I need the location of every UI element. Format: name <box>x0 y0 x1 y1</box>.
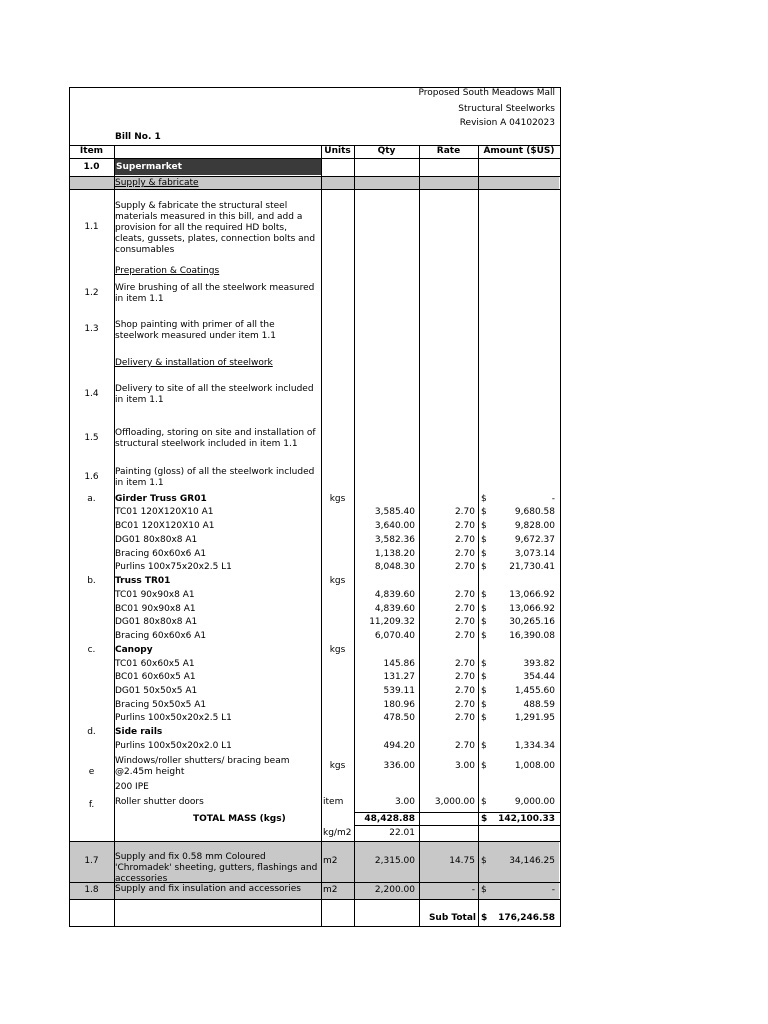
row-description: DG01 80x80x8 A1 <box>115 535 198 545</box>
qty-cell: 539.11 <box>383 686 415 696</box>
row-units: item <box>323 797 344 807</box>
rate-cell: 2.70 <box>454 521 475 531</box>
dollar-sign: $ <box>481 797 487 807</box>
group-label: c. <box>87 645 96 655</box>
project-subtitle: Structural Steelworks <box>458 104 555 114</box>
item-description: Supply and fix 0.58 mm Coloured 'Chromadek' sheeting, gutters, flashings and accessories <box>115 852 318 884</box>
amount-cell: 13,066.92 <box>509 590 555 600</box>
column-divider <box>478 145 479 927</box>
dollar-sign: $ <box>481 814 488 824</box>
column-header-amount: Amount ($US) <box>483 146 555 156</box>
amount-cell: 9,828.00 <box>514 521 555 531</box>
qty-cell: 8,048.30 <box>374 562 415 572</box>
dollar-sign: $ <box>481 686 487 696</box>
dollar-sign: $ <box>481 535 487 545</box>
dollar-sign: $ <box>481 507 487 517</box>
section-title: Supermarket <box>116 162 182 172</box>
dollar-sign: $ <box>481 856 487 866</box>
dollar-sign: $ <box>481 885 487 895</box>
dollar-sign: $ <box>481 659 487 669</box>
rate-cell: 2.70 <box>454 713 475 723</box>
row-description: Windows/roller shutters/ bracing beam @2.45m height <box>115 756 290 777</box>
item-description: Wire brushing of all the steelwork measured in item 1.1 <box>115 283 315 304</box>
qty-cell: 3,582.36 <box>374 535 415 545</box>
column-divider <box>321 145 322 927</box>
subtotal-amount: 176,246.58 <box>498 913 555 923</box>
total-mass-qty: 48,428.88 <box>364 814 415 824</box>
amount-cell: 1,455.60 <box>514 686 555 696</box>
row-description: 200 IPE <box>115 782 149 792</box>
qty-cell: 3,585.40 <box>374 507 415 517</box>
dollar-sign: $ <box>481 562 487 572</box>
group-label: d. <box>87 727 96 737</box>
rate-cell: 2.70 <box>454 686 475 696</box>
row-description: DG01 50x50x5 A1 <box>115 686 198 696</box>
group-title: Side rails <box>115 727 163 737</box>
qty-cell: 336.00 <box>383 761 415 771</box>
qty-cell: 3,640.00 <box>374 521 415 531</box>
row-divider <box>69 899 561 900</box>
qty-cell: 2,315.00 <box>374 856 415 866</box>
group-label: a. <box>87 494 96 504</box>
column-header-rate: Rate <box>436 146 461 156</box>
item-description: Painting (gloss) of all the steelwork included in item 1.1 <box>115 467 315 488</box>
group-units: kgs <box>329 576 346 586</box>
row-description: Bracing 60x60x6 A1 <box>115 631 207 641</box>
group-units: kgs <box>329 494 346 504</box>
row-units: m2 <box>323 885 338 895</box>
rate-cell: 2.70 <box>454 700 475 710</box>
dollar-sign: $ <box>481 672 487 682</box>
row-description: Roller shutter doors <box>115 797 204 807</box>
qty-cell: 494.20 <box>383 741 415 751</box>
subheading-supply: Supply & fabricate <box>115 178 199 188</box>
total-mass-label: TOTAL MASS (kgs) <box>193 814 286 824</box>
qty-cell: 3.00 <box>394 797 415 807</box>
section-number: 1.0 <box>83 162 100 172</box>
qty-cell: 478.50 <box>383 713 415 723</box>
group-title: Canopy <box>115 645 153 655</box>
qty-cell: 4,839.60 <box>374 604 415 614</box>
dollar-sign: $ <box>481 521 487 531</box>
item-number: 1.2 <box>84 288 99 298</box>
row-divider <box>69 189 561 190</box>
dollar-sign: $ <box>481 549 487 559</box>
dollar-sign: $ <box>481 741 487 751</box>
qty-cell: 6,070.40 <box>374 631 415 641</box>
amount-cell: 1,291.95 <box>514 713 555 723</box>
rate-cell: 2.70 <box>454 535 475 545</box>
total-mass-line <box>354 812 561 813</box>
amount-cell: 488.59 <box>523 700 555 710</box>
item-description: Offloading, storing on site and installation of structural steelwork included in item 1.1 <box>115 428 316 449</box>
total-mass-amount: 142,100.33 <box>498 814 555 824</box>
row-description: DG01 80x80x8 A1 <box>115 617 198 627</box>
amount-cell: 9,000.00 <box>514 797 555 807</box>
amount-cell: 16,390.08 <box>509 631 555 641</box>
bill-number: Bill No. 1 <box>115 132 161 142</box>
qty-cell: 1,138.20 <box>374 549 415 559</box>
row-description: Purlins 100x75x20x2.5 L1 <box>115 562 232 572</box>
amount-cell: 3,073.14 <box>514 549 555 559</box>
group-label: e <box>88 767 95 777</box>
rate-cell: 2.70 <box>454 659 475 669</box>
item-number: 1.6 <box>84 472 99 482</box>
dollar-sign: $ <box>481 700 487 710</box>
item-description: Shop painting with primer of all the steelwork measured under item 1.1 <box>115 320 276 341</box>
item-description: Supply & fabricate the structural steel materials measured in this bill, and add a provision for all the required HD bolts, cleats, gussets, plates, connection bolts and consumables <box>115 201 316 255</box>
row-description: Bracing 60x60x6 A1 <box>115 549 207 559</box>
per-area-units: kg/m2 <box>323 828 352 838</box>
amount-cell: - <box>551 494 555 504</box>
row-description: TC01 60x60x5 A1 <box>115 659 195 669</box>
row-units: m2 <box>323 856 338 866</box>
subtotal-label: Sub Total <box>428 913 476 923</box>
column-header-qty: Qty <box>377 146 396 156</box>
group-title: Truss TR01 <box>115 576 171 586</box>
rate-cell: 2.70 <box>454 631 475 641</box>
rate-cell: 2.70 <box>454 741 475 751</box>
rate-cell: 3.00 <box>454 761 475 771</box>
item-description: Delivery to site of all the steelwork included in item 1.1 <box>115 384 314 405</box>
amount-cell: 13,066.92 <box>509 604 555 614</box>
dollar-sign: $ <box>481 913 488 923</box>
item-number: 1.4 <box>84 389 99 399</box>
rate-cell: 14.75 <box>449 856 475 866</box>
dollar-sign: $ <box>481 631 487 641</box>
rate-cell: 2.70 <box>454 590 475 600</box>
total-mass-line <box>354 825 561 826</box>
column-header-item: Item <box>79 146 104 156</box>
bill-of-quantities-sheet <box>69 87 561 927</box>
group-title: Girder Truss GR01 <box>115 494 207 504</box>
dollar-sign: $ <box>481 590 487 600</box>
row-description: Purlins 100x50x20x2.5 L1 <box>115 713 232 723</box>
qty-cell: 180.96 <box>383 700 415 710</box>
row-description: TC01 90x90x8 A1 <box>115 590 195 600</box>
amount-cell: 34,146.25 <box>509 856 555 866</box>
row-description: Purlins 100x50x20x2.0 L1 <box>115 741 232 751</box>
dollar-sign: $ <box>481 713 487 723</box>
group-units: kgs <box>329 645 346 655</box>
column-header-units: Units <box>324 146 351 156</box>
amount-cell: 30,265.16 <box>509 617 555 627</box>
item-number: 1.7 <box>84 856 99 866</box>
subheading-prep: Preperation & Coatings <box>115 266 220 276</box>
rate-cell: 2.70 <box>454 604 475 614</box>
item-number: 1.3 <box>84 324 99 334</box>
rate-cell: - <box>471 885 475 895</box>
amount-cell: 9,680.58 <box>514 507 555 517</box>
revision-label: Revision A 04102023 <box>459 118 555 128</box>
row-divider <box>69 176 561 177</box>
qty-cell: 4,839.60 <box>374 590 415 600</box>
item-number: 1.1 <box>84 222 99 232</box>
row-description: BC01 90x90x8 A1 <box>115 604 196 614</box>
row-units: kgs <box>329 761 346 771</box>
rate-cell: 2.70 <box>454 672 475 682</box>
qty-cell: 145.86 <box>383 659 415 669</box>
rate-cell: 2.70 <box>454 617 475 627</box>
row-description: BC01 120X120X10 A1 <box>115 521 215 531</box>
qty-cell: 2,200.00 <box>374 885 415 895</box>
rate-cell: 3,000.00 <box>434 797 475 807</box>
project-title: Proposed South Meadows Mall <box>418 88 555 98</box>
item-number: 1.8 <box>84 885 99 895</box>
amount-cell: 1,334.34 <box>514 741 555 751</box>
rate-cell: 2.70 <box>454 562 475 572</box>
group-label: f. <box>88 800 95 810</box>
subheading-delivery: Delivery & installation of steelwork <box>115 358 273 368</box>
dollar-sign: $ <box>481 604 487 614</box>
dollar-sign: $ <box>481 617 487 627</box>
per-area-qty: 22.01 <box>389 828 415 838</box>
item-number: 1.5 <box>84 433 99 443</box>
amount-cell: 21,730.41 <box>509 562 555 572</box>
row-description: Bracing 50x50x5 A1 <box>115 700 207 710</box>
amount-cell: - <box>551 885 555 895</box>
row-description: TC01 120X120X10 A1 <box>115 507 214 517</box>
qty-cell: 11,209.32 <box>369 617 415 627</box>
rate-cell: 2.70 <box>454 549 475 559</box>
amount-cell: 1,008.00 <box>514 761 555 771</box>
amount-cell: 9,672.37 <box>514 535 555 545</box>
qty-cell: 131.27 <box>383 672 415 682</box>
amount-cell: 354.44 <box>523 672 555 682</box>
column-header-bottom-line <box>69 158 561 159</box>
amount-cell: 393.82 <box>523 659 555 669</box>
dollar-sign: $ <box>481 761 487 771</box>
row-description: BC01 60x60x5 A1 <box>115 672 196 682</box>
item-description: Supply and fix insulation and accessories <box>115 884 301 894</box>
rate-cell: 2.70 <box>454 507 475 517</box>
dollar-sign: $ <box>481 494 487 504</box>
group-label: b. <box>87 576 96 586</box>
row-divider <box>69 841 561 842</box>
